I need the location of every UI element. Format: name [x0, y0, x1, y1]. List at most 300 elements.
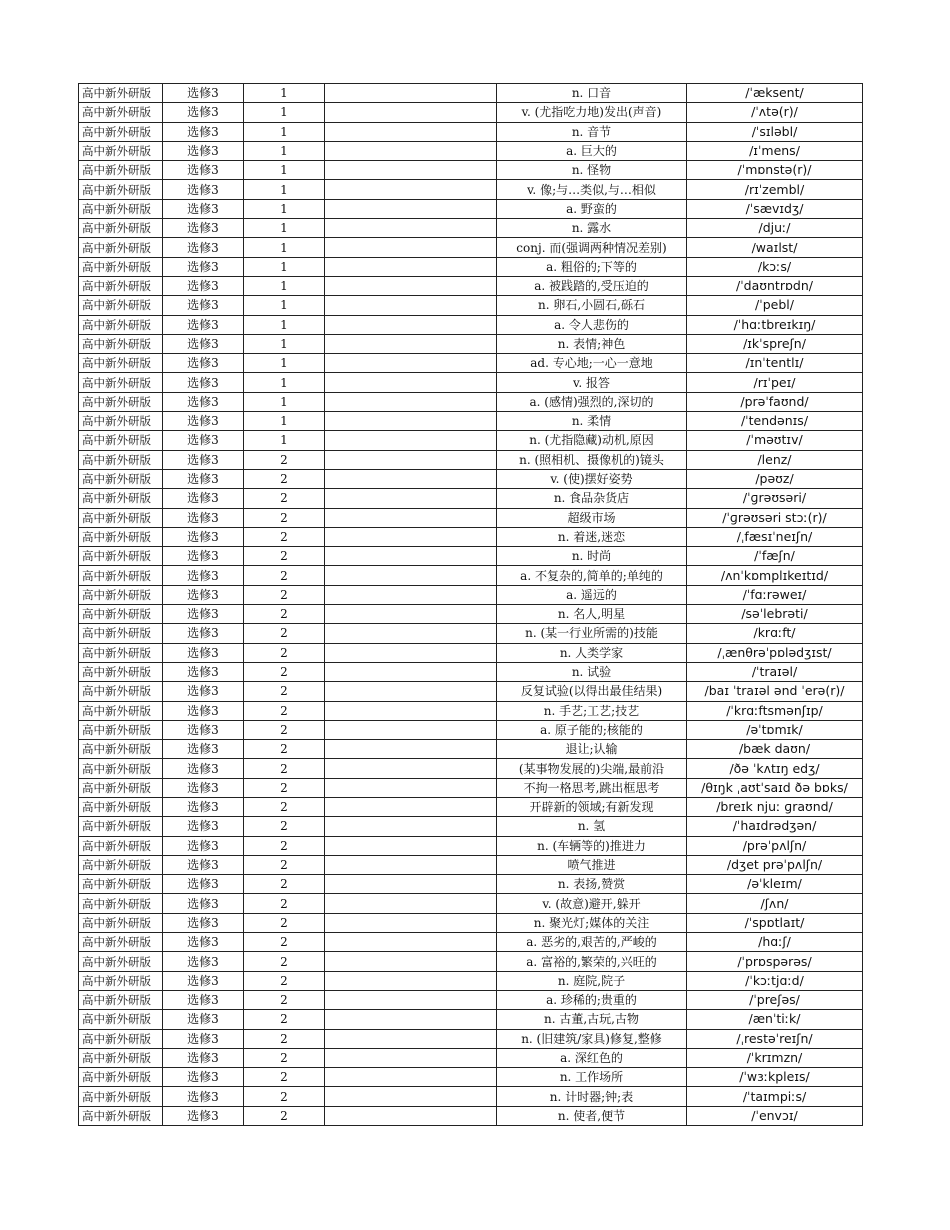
module-cell[interactable]: 选修3	[163, 836, 244, 855]
meaning-cell[interactable]: a. (感情)强烈的,深切的	[497, 392, 687, 411]
unit-cell[interactable]: 2	[244, 624, 325, 643]
unit-cell[interactable]: 1	[244, 392, 325, 411]
textbook-edition-cell[interactable]: 高中新外研版	[79, 103, 163, 122]
module-cell[interactable]: 选修3	[163, 1068, 244, 1087]
blank-cell[interactable]	[325, 1068, 497, 1087]
unit-cell[interactable]: 1	[244, 161, 325, 180]
meaning-cell[interactable]: n. 聚光灯;媒体的关注	[497, 913, 687, 932]
unit-cell[interactable]: 2	[244, 1048, 325, 1067]
module-cell[interactable]: 选修3	[163, 759, 244, 778]
module-cell[interactable]: 选修3	[163, 971, 244, 990]
textbook-edition-cell[interactable]: 高中新外研版	[79, 894, 163, 913]
module-cell[interactable]: 选修3	[163, 547, 244, 566]
unit-cell[interactable]: 2	[244, 759, 325, 778]
meaning-cell[interactable]: 开辟新的领域;有新发现	[497, 797, 687, 816]
module-cell[interactable]: 选修3	[163, 508, 244, 527]
unit-cell[interactable]: 2	[244, 450, 325, 469]
meaning-cell[interactable]: conj. 而(强调两种情况差别)	[497, 238, 687, 257]
unit-cell[interactable]: 2	[244, 662, 325, 681]
blank-cell[interactable]	[325, 141, 497, 160]
unit-cell[interactable]: 2	[244, 855, 325, 874]
textbook-edition-cell[interactable]: 高中新外研版	[79, 1029, 163, 1048]
meaning-cell[interactable]: a. 原子能的;核能的	[497, 720, 687, 739]
unit-cell[interactable]: 2	[244, 778, 325, 797]
textbook-edition-cell[interactable]: 高中新外研版	[79, 566, 163, 585]
textbook-edition-cell[interactable]: 高中新外研版	[79, 1048, 163, 1067]
textbook-edition-cell[interactable]: 高中新外研版	[79, 990, 163, 1009]
meaning-cell[interactable]: a. 野蛮的	[497, 199, 687, 218]
textbook-edition-cell[interactable]: 高中新外研版	[79, 141, 163, 160]
phonetic-cell[interactable]: /prəˈfaʊnd/	[687, 392, 863, 411]
blank-cell[interactable]	[325, 450, 497, 469]
unit-cell[interactable]: 1	[244, 334, 325, 353]
blank-cell[interactable]	[325, 720, 497, 739]
module-cell[interactable]: 选修3	[163, 875, 244, 894]
unit-cell[interactable]: 2	[244, 740, 325, 759]
meaning-cell[interactable]: a. 珍稀的;贵重的	[497, 990, 687, 1009]
module-cell[interactable]: 选修3	[163, 103, 244, 122]
textbook-edition-cell[interactable]: 高中新外研版	[79, 1010, 163, 1029]
meaning-cell[interactable]: n. 计时器;钟;表	[497, 1087, 687, 1106]
unit-cell[interactable]: 2	[244, 817, 325, 836]
textbook-edition-cell[interactable]: 高中新外研版	[79, 199, 163, 218]
phonetic-cell[interactable]: /ˈhaɪdrədʒən/	[687, 817, 863, 836]
module-cell[interactable]: 选修3	[163, 662, 244, 681]
meaning-cell[interactable]: n. (车辆等的)推进力	[497, 836, 687, 855]
textbook-edition-cell[interactable]: 高中新外研版	[79, 1068, 163, 1087]
phonetic-cell[interactable]: /ˈkɔːtjɑːd/	[687, 971, 863, 990]
meaning-cell[interactable]: n. 食品杂货店	[497, 489, 687, 508]
blank-cell[interactable]	[325, 527, 497, 546]
phonetic-cell[interactable]: /əˈkleɪm/	[687, 875, 863, 894]
meaning-cell[interactable]: n. 使者,便节	[497, 1106, 687, 1125]
meaning-cell[interactable]: n. (照相机、摄像机的)镜头	[497, 450, 687, 469]
textbook-edition-cell[interactable]: 高中新外研版	[79, 585, 163, 604]
blank-cell[interactable]	[325, 161, 497, 180]
blank-cell[interactable]	[325, 508, 497, 527]
textbook-edition-cell[interactable]: 高中新外研版	[79, 238, 163, 257]
module-cell[interactable]: 选修3	[163, 219, 244, 238]
textbook-edition-cell[interactable]: 高中新外研版	[79, 759, 163, 778]
textbook-edition-cell[interactable]: 高中新外研版	[79, 412, 163, 431]
textbook-edition-cell[interactable]: 高中新外研版	[79, 373, 163, 392]
phonetic-cell[interactable]: /waɪlst/	[687, 238, 863, 257]
blank-cell[interactable]	[325, 643, 497, 662]
module-cell[interactable]: 选修3	[163, 527, 244, 546]
unit-cell[interactable]: 1	[244, 276, 325, 295]
meaning-cell[interactable]: 喷气推进	[497, 855, 687, 874]
textbook-edition-cell[interactable]: 高中新外研版	[79, 257, 163, 276]
module-cell[interactable]: 选修3	[163, 682, 244, 701]
meaning-cell[interactable]: v. (尤指吃力地)发出(声音)	[497, 103, 687, 122]
phonetic-cell[interactable]: /ˈməʊtɪv/	[687, 431, 863, 450]
module-cell[interactable]: 选修3	[163, 605, 244, 624]
module-cell[interactable]: 选修3	[163, 855, 244, 874]
meaning-cell[interactable]: n. 时尚	[497, 547, 687, 566]
textbook-edition-cell[interactable]: 高中新外研版	[79, 450, 163, 469]
unit-cell[interactable]: 2	[244, 797, 325, 816]
textbook-edition-cell[interactable]: 高中新外研版	[79, 315, 163, 334]
phonetic-cell[interactable]: /rɪˈpeɪ/	[687, 373, 863, 392]
meaning-cell[interactable]: n. 表情;神色	[497, 334, 687, 353]
phonetic-cell[interactable]: /ɪnˈtentlɪ/	[687, 354, 863, 373]
blank-cell[interactable]	[325, 913, 497, 932]
blank-cell[interactable]	[325, 1048, 497, 1067]
unit-cell[interactable]: 2	[244, 489, 325, 508]
blank-cell[interactable]	[325, 1029, 497, 1048]
meaning-cell[interactable]: a. 恶劣的,艰苦的,严峻的	[497, 933, 687, 952]
meaning-cell[interactable]: 超级市场	[497, 508, 687, 527]
phonetic-cell[interactable]: /ˈpreʃəs/	[687, 990, 863, 1009]
blank-cell[interactable]	[325, 334, 497, 353]
meaning-cell[interactable]: n. 怪物	[497, 161, 687, 180]
module-cell[interactable]: 选修3	[163, 412, 244, 431]
module-cell[interactable]: 选修3	[163, 1106, 244, 1125]
phonetic-cell[interactable]: /krɑːft/	[687, 624, 863, 643]
meaning-cell[interactable]: 退让;认输	[497, 740, 687, 759]
unit-cell[interactable]: 2	[244, 605, 325, 624]
phonetic-cell[interactable]: /ɪˈmens/	[687, 141, 863, 160]
module-cell[interactable]: 选修3	[163, 334, 244, 353]
textbook-edition-cell[interactable]: 高中新外研版	[79, 219, 163, 238]
textbook-edition-cell[interactable]: 高中新外研版	[79, 431, 163, 450]
unit-cell[interactable]: 2	[244, 720, 325, 739]
phonetic-cell[interactable]: /ˌfæsɪˈneɪʃn/	[687, 527, 863, 546]
blank-cell[interactable]	[325, 392, 497, 411]
meaning-cell[interactable]: (某事物发展的)尖端,最前沿	[497, 759, 687, 778]
textbook-edition-cell[interactable]: 高中新外研版	[79, 740, 163, 759]
textbook-edition-cell[interactable]: 高中新外研版	[79, 334, 163, 353]
meaning-cell[interactable]: n. 口音	[497, 84, 687, 103]
blank-cell[interactable]	[325, 797, 497, 816]
blank-cell[interactable]	[325, 219, 497, 238]
phonetic-cell[interactable]: /ˈsɪləbl/	[687, 122, 863, 141]
phonetic-cell[interactable]: /ɪkˈspreʃn/	[687, 334, 863, 353]
textbook-edition-cell[interactable]: 高中新外研版	[79, 122, 163, 141]
blank-cell[interactable]	[325, 566, 497, 585]
textbook-edition-cell[interactable]: 高中新外研版	[79, 720, 163, 739]
meaning-cell[interactable]: v. (故意)避开,躲开	[497, 894, 687, 913]
phonetic-cell[interactable]: /ˈwɜːkpleɪs/	[687, 1068, 863, 1087]
phonetic-cell[interactable]: /ˈɡrəʊsəri stɔː(r)/	[687, 508, 863, 527]
unit-cell[interactable]: 2	[244, 913, 325, 932]
unit-cell[interactable]: 2	[244, 643, 325, 662]
meaning-cell[interactable]: a. 深红色的	[497, 1048, 687, 1067]
phonetic-cell[interactable]: /ˈpebl/	[687, 296, 863, 315]
module-cell[interactable]: 选修3	[163, 296, 244, 315]
unit-cell[interactable]: 2	[244, 971, 325, 990]
module-cell[interactable]: 选修3	[163, 199, 244, 218]
blank-cell[interactable]	[325, 103, 497, 122]
phonetic-cell[interactable]: /əˈtɒmɪk/	[687, 720, 863, 739]
module-cell[interactable]: 选修3	[163, 276, 244, 295]
unit-cell[interactable]: 2	[244, 682, 325, 701]
blank-cell[interactable]	[325, 431, 497, 450]
module-cell[interactable]: 选修3	[163, 913, 244, 932]
module-cell[interactable]: 选修3	[163, 141, 244, 160]
unit-cell[interactable]: 1	[244, 238, 325, 257]
blank-cell[interactable]	[325, 682, 497, 701]
meaning-cell[interactable]: a. 巨大的	[497, 141, 687, 160]
phonetic-cell[interactable]: /baɪ ˈtraɪəl ənd ˈerə(r)/	[687, 682, 863, 701]
module-cell[interactable]: 选修3	[163, 585, 244, 604]
textbook-edition-cell[interactable]: 高中新外研版	[79, 392, 163, 411]
meaning-cell[interactable]: n. 古董,古玩,古物	[497, 1010, 687, 1029]
meaning-cell[interactable]: n. 表扬,赞赏	[497, 875, 687, 894]
module-cell[interactable]: 选修3	[163, 1048, 244, 1067]
textbook-edition-cell[interactable]: 高中新外研版	[79, 489, 163, 508]
phonetic-cell[interactable]: /dʒet prəˈpʌlʃn/	[687, 855, 863, 874]
blank-cell[interactable]	[325, 238, 497, 257]
unit-cell[interactable]: 2	[244, 1010, 325, 1029]
phonetic-cell[interactable]: /breɪk njuː ɡraʊnd/	[687, 797, 863, 816]
meaning-cell[interactable]: n. 工作场所	[497, 1068, 687, 1087]
phonetic-cell[interactable]: /ˈæksent/	[687, 84, 863, 103]
module-cell[interactable]: 选修3	[163, 701, 244, 720]
unit-cell[interactable]: 2	[244, 836, 325, 855]
unit-cell[interactable]: 1	[244, 199, 325, 218]
phonetic-cell[interactable]: /ˈʌtə(r)/	[687, 103, 863, 122]
unit-cell[interactable]: 1	[244, 180, 325, 199]
meaning-cell[interactable]: 不拘一格思考,跳出框思考	[497, 778, 687, 797]
blank-cell[interactable]	[325, 585, 497, 604]
module-cell[interactable]: 选修3	[163, 354, 244, 373]
phonetic-cell[interactable]: /ˈtraɪəl/	[687, 662, 863, 681]
meaning-cell[interactable]: a. 不复杂的,简单的;单纯的	[497, 566, 687, 585]
module-cell[interactable]: 选修3	[163, 894, 244, 913]
meaning-cell[interactable]: n. 人类学家	[497, 643, 687, 662]
textbook-edition-cell[interactable]: 高中新外研版	[79, 971, 163, 990]
blank-cell[interactable]	[325, 1010, 497, 1029]
meaning-cell[interactable]: n. 手艺;工艺;技艺	[497, 701, 687, 720]
blank-cell[interactable]	[325, 855, 497, 874]
blank-cell[interactable]	[325, 296, 497, 315]
blank-cell[interactable]	[325, 180, 497, 199]
phonetic-cell[interactable]: /rɪˈzembl/	[687, 180, 863, 199]
meaning-cell[interactable]: n. 露水	[497, 219, 687, 238]
blank-cell[interactable]	[325, 836, 497, 855]
module-cell[interactable]: 选修3	[163, 566, 244, 585]
meaning-cell[interactable]: a. 富裕的,繁荣的,兴旺的	[497, 952, 687, 971]
phonetic-cell[interactable]: /ˈkrɑːftsmənʃɪp/	[687, 701, 863, 720]
module-cell[interactable]: 选修3	[163, 720, 244, 739]
unit-cell[interactable]: 1	[244, 373, 325, 392]
meaning-cell[interactable]: n. 音节	[497, 122, 687, 141]
meaning-cell[interactable]: n. (尤指隐藏)动机,原因	[497, 431, 687, 450]
textbook-edition-cell[interactable]: 高中新外研版	[79, 836, 163, 855]
meaning-cell[interactable]: a. 遥远的	[497, 585, 687, 604]
unit-cell[interactable]: 2	[244, 1029, 325, 1048]
module-cell[interactable]: 选修3	[163, 990, 244, 1009]
textbook-edition-cell[interactable]: 高中新外研版	[79, 682, 163, 701]
phonetic-cell[interactable]: /ˌrestəˈreɪʃn/	[687, 1029, 863, 1048]
unit-cell[interactable]: 1	[244, 122, 325, 141]
meaning-cell[interactable]: n. 庭院,院子	[497, 971, 687, 990]
unit-cell[interactable]: 2	[244, 701, 325, 720]
textbook-edition-cell[interactable]: 高中新外研版	[79, 527, 163, 546]
meaning-cell[interactable]: a. 被践踏的,受压迫的	[497, 276, 687, 295]
textbook-edition-cell[interactable]: 高中新外研版	[79, 605, 163, 624]
textbook-edition-cell[interactable]: 高中新外研版	[79, 643, 163, 662]
unit-cell[interactable]: 2	[244, 990, 325, 1009]
module-cell[interactable]: 选修3	[163, 740, 244, 759]
module-cell[interactable]: 选修3	[163, 1087, 244, 1106]
blank-cell[interactable]	[325, 624, 497, 643]
blank-cell[interactable]	[325, 84, 497, 103]
textbook-edition-cell[interactable]: 高中新外研版	[79, 913, 163, 932]
meaning-cell[interactable]: n. (某一行业所需的)技能	[497, 624, 687, 643]
meaning-cell[interactable]: v. 报答	[497, 373, 687, 392]
phonetic-cell[interactable]: /ˈfæʃn/	[687, 547, 863, 566]
module-cell[interactable]: 选修3	[163, 797, 244, 816]
blank-cell[interactable]	[325, 547, 497, 566]
meaning-cell[interactable]: ad. 专心地;一心一意地	[497, 354, 687, 373]
textbook-edition-cell[interactable]: 高中新外研版	[79, 161, 163, 180]
meaning-cell[interactable]: a. 令人悲伤的	[497, 315, 687, 334]
module-cell[interactable]: 选修3	[163, 952, 244, 971]
blank-cell[interactable]	[325, 662, 497, 681]
phonetic-cell[interactable]: /ˌænθrəˈpɒlədʒɪst/	[687, 643, 863, 662]
phonetic-cell[interactable]: /ˈɡrəʊsəri/	[687, 489, 863, 508]
blank-cell[interactable]	[325, 933, 497, 952]
blank-cell[interactable]	[325, 489, 497, 508]
blank-cell[interactable]	[325, 759, 497, 778]
textbook-edition-cell[interactable]: 高中新外研版	[79, 797, 163, 816]
module-cell[interactable]: 选修3	[163, 84, 244, 103]
blank-cell[interactable]	[325, 199, 497, 218]
phonetic-cell[interactable]: /ˈfɑːrəweɪ/	[687, 585, 863, 604]
blank-cell[interactable]	[325, 469, 497, 488]
phonetic-cell[interactable]: /ˈmɒnstə(r)/	[687, 161, 863, 180]
meaning-cell[interactable]: n. 氢	[497, 817, 687, 836]
textbook-edition-cell[interactable]: 高中新外研版	[79, 662, 163, 681]
textbook-edition-cell[interactable]: 高中新外研版	[79, 1087, 163, 1106]
phonetic-cell[interactable]: /ˈspɒtlaɪt/	[687, 913, 863, 932]
blank-cell[interactable]	[325, 257, 497, 276]
module-cell[interactable]: 选修3	[163, 1010, 244, 1029]
phonetic-cell[interactable]: /ˈtendənɪs/	[687, 412, 863, 431]
unit-cell[interactable]: 2	[244, 1068, 325, 1087]
unit-cell[interactable]: 1	[244, 354, 325, 373]
textbook-edition-cell[interactable]: 高中新外研版	[79, 508, 163, 527]
blank-cell[interactable]	[325, 817, 497, 836]
module-cell[interactable]: 选修3	[163, 489, 244, 508]
unit-cell[interactable]: 1	[244, 84, 325, 103]
blank-cell[interactable]	[325, 605, 497, 624]
phonetic-cell[interactable]: /ˈdaʊntrɒdn/	[687, 276, 863, 295]
unit-cell[interactable]: 2	[244, 875, 325, 894]
meaning-cell[interactable]: 反复试验(以得出最佳结果)	[497, 682, 687, 701]
blank-cell[interactable]	[325, 373, 497, 392]
blank-cell[interactable]	[325, 315, 497, 334]
unit-cell[interactable]: 2	[244, 547, 325, 566]
unit-cell[interactable]: 1	[244, 103, 325, 122]
phonetic-cell[interactable]: /ˈsævɪdʒ/	[687, 199, 863, 218]
blank-cell[interactable]	[325, 778, 497, 797]
unit-cell[interactable]: 2	[244, 566, 325, 585]
phonetic-cell[interactable]: /ˈprɒspərəs/	[687, 952, 863, 971]
module-cell[interactable]: 选修3	[163, 257, 244, 276]
meaning-cell[interactable]: v. (使)摆好姿势	[497, 469, 687, 488]
phonetic-cell[interactable]: /ʌnˈkɒmplɪkeɪtɪd/	[687, 566, 863, 585]
unit-cell[interactable]: 1	[244, 315, 325, 334]
textbook-edition-cell[interactable]: 高中新外研版	[79, 276, 163, 295]
phonetic-cell[interactable]: /bæk daʊn/	[687, 740, 863, 759]
module-cell[interactable]: 选修3	[163, 180, 244, 199]
phonetic-cell[interactable]: /pəʊz/	[687, 469, 863, 488]
blank-cell[interactable]	[325, 990, 497, 1009]
blank-cell[interactable]	[325, 894, 497, 913]
textbook-edition-cell[interactable]: 高中新外研版	[79, 354, 163, 373]
textbook-edition-cell[interactable]: 高中新外研版	[79, 1106, 163, 1125]
textbook-edition-cell[interactable]: 高中新外研版	[79, 469, 163, 488]
module-cell[interactable]: 选修3	[163, 122, 244, 141]
unit-cell[interactable]: 2	[244, 894, 325, 913]
blank-cell[interactable]	[325, 122, 497, 141]
textbook-edition-cell[interactable]: 高中新外研版	[79, 933, 163, 952]
phonetic-cell[interactable]: /kɔːs/	[687, 257, 863, 276]
phonetic-cell[interactable]: /ænˈtiːk/	[687, 1010, 863, 1029]
unit-cell[interactable]: 2	[244, 1106, 325, 1125]
blank-cell[interactable]	[325, 1106, 497, 1125]
unit-cell[interactable]: 2	[244, 1087, 325, 1106]
phonetic-cell[interactable]: /ʃʌn/	[687, 894, 863, 913]
textbook-edition-cell[interactable]: 高中新外研版	[79, 817, 163, 836]
phonetic-cell[interactable]: /θɪŋk ˌaʊtˈsaɪd ðə bɒks/	[687, 778, 863, 797]
textbook-edition-cell[interactable]: 高中新外研版	[79, 952, 163, 971]
textbook-edition-cell[interactable]: 高中新外研版	[79, 778, 163, 797]
module-cell[interactable]: 选修3	[163, 161, 244, 180]
unit-cell[interactable]: 2	[244, 469, 325, 488]
phonetic-cell[interactable]: /səˈlebrəti/	[687, 605, 863, 624]
textbook-edition-cell[interactable]: 高中新外研版	[79, 875, 163, 894]
phonetic-cell[interactable]: /lenz/	[687, 450, 863, 469]
unit-cell[interactable]: 2	[244, 585, 325, 604]
phonetic-cell[interactable]: /ˈenvɔɪ/	[687, 1106, 863, 1125]
textbook-edition-cell[interactable]: 高中新外研版	[79, 180, 163, 199]
meaning-cell[interactable]: a. 粗俗的;下等的	[497, 257, 687, 276]
textbook-edition-cell[interactable]: 高中新外研版	[79, 855, 163, 874]
module-cell[interactable]: 选修3	[163, 624, 244, 643]
blank-cell[interactable]	[325, 971, 497, 990]
meaning-cell[interactable]: n. 卵石,小圆石,砾石	[497, 296, 687, 315]
module-cell[interactable]: 选修3	[163, 817, 244, 836]
module-cell[interactable]: 选修3	[163, 469, 244, 488]
unit-cell[interactable]: 2	[244, 508, 325, 527]
module-cell[interactable]: 选修3	[163, 778, 244, 797]
phonetic-cell[interactable]: /ðə ˈkʌtɪŋ edʒ/	[687, 759, 863, 778]
textbook-edition-cell[interactable]: 高中新外研版	[79, 296, 163, 315]
unit-cell[interactable]: 1	[244, 431, 325, 450]
unit-cell[interactable]: 1	[244, 296, 325, 315]
module-cell[interactable]: 选修3	[163, 933, 244, 952]
meaning-cell[interactable]: v. 像;与…类似,与…相似	[497, 180, 687, 199]
unit-cell[interactable]: 1	[244, 412, 325, 431]
meaning-cell[interactable]: n. 试验	[497, 662, 687, 681]
blank-cell[interactable]	[325, 875, 497, 894]
blank-cell[interactable]	[325, 701, 497, 720]
textbook-edition-cell[interactable]: 高中新外研版	[79, 701, 163, 720]
unit-cell[interactable]: 2	[244, 527, 325, 546]
module-cell[interactable]: 选修3	[163, 431, 244, 450]
unit-cell[interactable]: 1	[244, 219, 325, 238]
textbook-edition-cell[interactable]: 高中新外研版	[79, 624, 163, 643]
meaning-cell[interactable]: n. 柔情	[497, 412, 687, 431]
textbook-edition-cell[interactable]: 高中新外研版	[79, 547, 163, 566]
module-cell[interactable]: 选修3	[163, 315, 244, 334]
phonetic-cell[interactable]: /djuː/	[687, 219, 863, 238]
meaning-cell[interactable]: n. (旧建筑/家具)修复,整修	[497, 1029, 687, 1048]
